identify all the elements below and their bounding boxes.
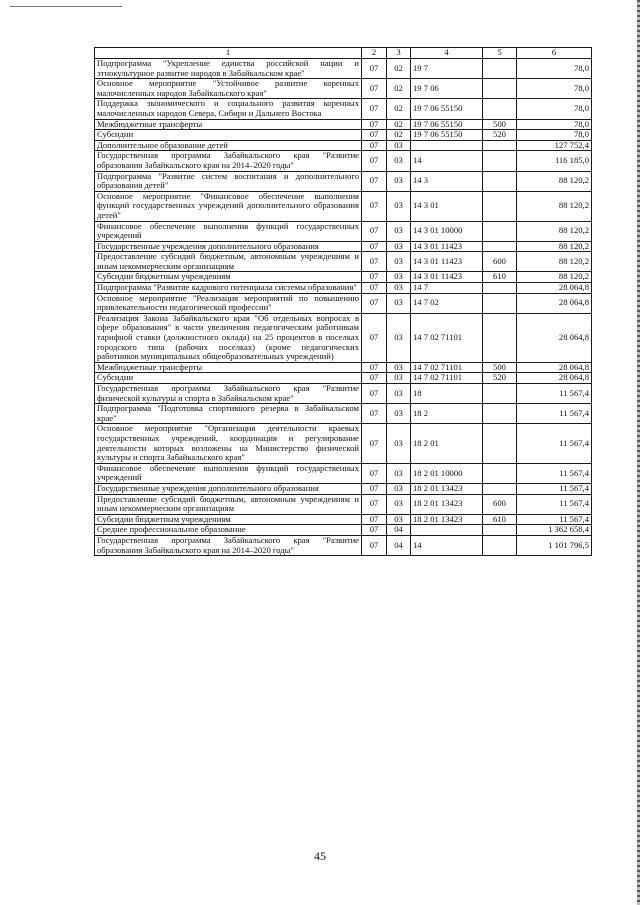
row-subsection: 03 bbox=[387, 313, 411, 362]
row-name: Реализация Закона Забайкальского края "Об отдельных вопросах в сфере образования" в части увеличения педагогическим работникам тарифной ставки (должностного оклада) на 25 процентов в поселках городского типа (рабочих поселках) (кроме педагогических работников муниципальных общеобразовательных учреждений) bbox=[95, 313, 362, 362]
row-expense-type: 500 bbox=[483, 362, 517, 373]
row-section: 07 bbox=[362, 241, 387, 252]
column-header-target-code: 4 bbox=[411, 48, 483, 59]
row-expense-type bbox=[483, 151, 517, 171]
budget-table bbox=[94, 47, 592, 556]
row-amount: 11 567,4 bbox=[517, 384, 592, 404]
row-subsection: 03 bbox=[387, 241, 411, 252]
row-subsection: 02 bbox=[387, 119, 411, 130]
table-row bbox=[95, 241, 592, 252]
row-expense-type bbox=[483, 483, 517, 494]
row-section: 07 bbox=[362, 535, 387, 555]
row-subsection: 03 bbox=[387, 252, 411, 272]
row-subsection: 03 bbox=[387, 384, 411, 404]
row-amount: 88 120,2 bbox=[517, 191, 592, 221]
row-name: Среднее профессиональное образование bbox=[95, 525, 362, 536]
row-amount: 1 101 796,5 bbox=[517, 535, 592, 555]
row-section: 07 bbox=[362, 404, 387, 424]
row-amount: 116 185,0 bbox=[517, 151, 592, 171]
column-header-subsection: 3 bbox=[387, 48, 411, 59]
row-subsection: 03 bbox=[387, 293, 411, 313]
row-amount: 28 064,8 bbox=[517, 373, 592, 384]
table-row bbox=[95, 384, 592, 404]
row-section: 07 bbox=[362, 483, 387, 494]
table-row bbox=[95, 99, 592, 119]
row-name: Подпрограмма "Подготовка спортивного резерва в Забайкальском крае" bbox=[95, 404, 362, 424]
row-section: 07 bbox=[362, 119, 387, 130]
table-row bbox=[95, 293, 592, 313]
row-subsection: 03 bbox=[387, 362, 411, 373]
row-target-code: 18 2 01 13423 bbox=[411, 483, 483, 494]
row-expense-type bbox=[483, 79, 517, 99]
row-amount: 78,0 bbox=[517, 130, 592, 141]
row-target-code: 14 7 02 71101 bbox=[411, 313, 483, 362]
row-section: 07 bbox=[362, 272, 387, 283]
table-row bbox=[95, 373, 592, 384]
row-amount: 88 120,2 bbox=[517, 252, 592, 272]
row-section: 07 bbox=[362, 514, 387, 525]
row-expense-type bbox=[483, 404, 517, 424]
row-target-code: 19 7 06 55150 bbox=[411, 130, 483, 141]
row-expense-type bbox=[483, 384, 517, 404]
table-row bbox=[95, 59, 592, 79]
row-amount: 11 567,4 bbox=[517, 514, 592, 525]
row-expense-type bbox=[483, 99, 517, 119]
table-row bbox=[95, 191, 592, 221]
row-target-code: 19 7 bbox=[411, 59, 483, 79]
row-expense-type bbox=[483, 525, 517, 536]
row-name: Предоставление субсидий бюджетным, автономным учреждениям и иным некоммерческим организациям bbox=[95, 494, 362, 514]
row-target-code: 14 bbox=[411, 151, 483, 171]
row-expense-type bbox=[483, 535, 517, 555]
row-target-code: 14 3 01 11423 bbox=[411, 272, 483, 283]
column-header-section: 2 bbox=[362, 48, 387, 59]
row-expense-type bbox=[483, 283, 517, 294]
row-subsection: 03 bbox=[387, 483, 411, 494]
row-target-code bbox=[411, 525, 483, 536]
row-subsection: 03 bbox=[387, 424, 411, 463]
row-target-code: 14 7 bbox=[411, 283, 483, 294]
row-target-code: 19 7 06 bbox=[411, 79, 483, 99]
row-section: 07 bbox=[362, 362, 387, 373]
table-header bbox=[95, 48, 592, 59]
row-expense-type bbox=[483, 424, 517, 463]
row-section: 07 bbox=[362, 130, 387, 141]
row-amount: 78,0 bbox=[517, 119, 592, 130]
row-expense-type bbox=[483, 463, 517, 483]
table-row bbox=[95, 221, 592, 241]
row-name: Основное мероприятие "Организация деятельности краевых государственных учреждений, координация и регулирование деятельности которых возложены на Министерство физической культуры и спорта Забайкальского края" bbox=[95, 424, 362, 463]
row-section: 07 bbox=[362, 140, 387, 151]
row-name: Субсидии бюджетным учреждениям bbox=[95, 514, 362, 525]
table-row bbox=[95, 424, 592, 463]
row-target-code: 18 bbox=[411, 384, 483, 404]
row-section: 07 bbox=[362, 525, 387, 536]
row-target-code: 14 7 02 71101 bbox=[411, 373, 483, 384]
row-amount: 11 567,4 bbox=[517, 463, 592, 483]
row-expense-type bbox=[483, 140, 517, 151]
row-expense-type bbox=[483, 313, 517, 362]
row-target-code: 14 3 01 11423 bbox=[411, 241, 483, 252]
row-amount: 78,0 bbox=[517, 79, 592, 99]
table-row bbox=[95, 535, 592, 555]
row-subsection: 03 bbox=[387, 221, 411, 241]
row-name: Межбюджетные трансферты bbox=[95, 119, 362, 130]
row-expense-type bbox=[483, 221, 517, 241]
row-name: Подпрограмма "Развитие кадрового потенциала системы образования" bbox=[95, 283, 362, 294]
row-section: 07 bbox=[362, 424, 387, 463]
row-section: 07 bbox=[362, 373, 387, 384]
row-section: 07 bbox=[362, 151, 387, 171]
row-expense-type: 600 bbox=[483, 252, 517, 272]
row-target-code: 14 bbox=[411, 535, 483, 555]
row-amount: 11 567,4 bbox=[517, 404, 592, 424]
row-subsection: 03 bbox=[387, 140, 411, 151]
table-row bbox=[95, 404, 592, 424]
row-section: 07 bbox=[362, 99, 387, 119]
row-amount: 88 120,2 bbox=[517, 171, 592, 191]
row-name: Дополнительное образование детей bbox=[95, 140, 362, 151]
row-target-code: 14 3 01 11423 bbox=[411, 252, 483, 272]
row-name: Основное мероприятие "Финансовое обеспечение выполнения функций государственных учреждений дополнительного образования детей" bbox=[95, 191, 362, 221]
row-subsection: 03 bbox=[387, 463, 411, 483]
row-expense-type bbox=[483, 293, 517, 313]
row-amount: 28 064,8 bbox=[517, 313, 592, 362]
row-amount: 28 064,8 bbox=[517, 283, 592, 294]
table-row bbox=[95, 362, 592, 373]
row-target-code: 18 2 01 13423 bbox=[411, 514, 483, 525]
row-name: Государственная программа Забайкальского края "Развитие образования Забайкальского края на 2014–2020 годы" bbox=[95, 151, 362, 171]
row-section: 07 bbox=[362, 171, 387, 191]
row-section: 07 bbox=[362, 79, 387, 99]
row-target-code: 14 3 01 10000 bbox=[411, 221, 483, 241]
row-subsection: 03 bbox=[387, 283, 411, 294]
column-header-name: 1 bbox=[95, 48, 362, 59]
row-target-code: 19 7 06 55150 bbox=[411, 119, 483, 130]
row-name: Финансовое обеспечение выполнения функций государственных учреждений bbox=[95, 463, 362, 483]
table-row bbox=[95, 140, 592, 151]
row-subsection: 02 bbox=[387, 79, 411, 99]
row-section: 07 bbox=[362, 463, 387, 483]
row-target-code: 14 7 02 71101 bbox=[411, 362, 483, 373]
row-subsection: 03 bbox=[387, 514, 411, 525]
row-expense-type: 520 bbox=[483, 130, 517, 141]
row-section: 07 bbox=[362, 191, 387, 221]
table-row bbox=[95, 130, 592, 141]
row-amount: 127 752,4 bbox=[517, 140, 592, 151]
row-target-code: 14 3 bbox=[411, 171, 483, 191]
page-number: 45 bbox=[314, 849, 326, 863]
row-name: Субсидии bbox=[95, 373, 362, 384]
row-expense-type: 520 bbox=[483, 373, 517, 384]
row-name: Субсидии бюджетным учреждениям bbox=[95, 272, 362, 283]
row-name: Государственные учреждения дополнительного образования bbox=[95, 483, 362, 494]
row-name: Поддержка экономического и социального развития коренных малочисленных народов Севера, Сибири и Дальнего Востока bbox=[95, 99, 362, 119]
row-section: 07 bbox=[362, 313, 387, 362]
row-amount: 78,0 bbox=[517, 99, 592, 119]
column-header-amount: 6 bbox=[517, 48, 592, 59]
row-name: Государственные учреждения дополнительного образования bbox=[95, 241, 362, 252]
row-section: 07 bbox=[362, 252, 387, 272]
row-name: Подпрограмма "Укрепление единства российской нации и этнокультурное развитие народов в Забайкальском крае" bbox=[95, 59, 362, 79]
row-section: 07 bbox=[362, 59, 387, 79]
row-subsection: 03 bbox=[387, 494, 411, 514]
row-subsection: 03 bbox=[387, 191, 411, 221]
row-amount: 11 567,4 bbox=[517, 494, 592, 514]
row-section: 07 bbox=[362, 283, 387, 294]
row-expense-type bbox=[483, 191, 517, 221]
row-target-code: 18 2 01 10000 bbox=[411, 463, 483, 483]
table-row bbox=[95, 252, 592, 272]
row-section: 07 bbox=[362, 221, 387, 241]
table-body bbox=[95, 59, 592, 556]
row-amount: 1 362 658,4 bbox=[517, 525, 592, 536]
row-target-code: 18 2 bbox=[411, 404, 483, 424]
row-amount: 88 120,2 bbox=[517, 272, 592, 283]
row-name: Основное мероприятие "Устойчивое развитие коренных малочисленных народов Забайкальского края" bbox=[95, 79, 362, 99]
row-amount: 88 120,2 bbox=[517, 241, 592, 252]
row-amount: 28 064,8 bbox=[517, 362, 592, 373]
table-row bbox=[95, 171, 592, 191]
row-expense-type: 610 bbox=[483, 514, 517, 525]
row-subsection: 04 bbox=[387, 525, 411, 536]
row-expense-type: 610 bbox=[483, 272, 517, 283]
row-target-code: 14 7 02 bbox=[411, 293, 483, 313]
row-amount: 78,0 bbox=[517, 59, 592, 79]
row-subsection: 02 bbox=[387, 99, 411, 119]
row-section: 07 bbox=[362, 384, 387, 404]
table-row bbox=[95, 463, 592, 483]
row-subsection: 03 bbox=[387, 151, 411, 171]
row-name: Финансовое обеспечение выполнения функций государственных учреждений bbox=[95, 221, 362, 241]
row-target-code bbox=[411, 140, 483, 151]
row-section: 07 bbox=[362, 494, 387, 514]
row-subsection: 03 bbox=[387, 272, 411, 283]
row-subsection: 02 bbox=[387, 130, 411, 141]
row-target-code: 14 3 01 bbox=[411, 191, 483, 221]
row-subsection: 03 bbox=[387, 404, 411, 424]
header-row bbox=[95, 48, 592, 59]
row-expense-type bbox=[483, 241, 517, 252]
row-name: Межбюджетные трансферты bbox=[95, 362, 362, 373]
table-row bbox=[95, 494, 592, 514]
row-amount: 28 064,8 bbox=[517, 293, 592, 313]
row-target-code: 18 2 01 bbox=[411, 424, 483, 463]
row-name: Государственная программа Забайкальского края "Развитие образования Забайкальского края на 2014–2020 годы" bbox=[95, 535, 362, 555]
table-row bbox=[95, 514, 592, 525]
row-subsection: 04 bbox=[387, 535, 411, 555]
row-subsection: 03 bbox=[387, 171, 411, 191]
table-row bbox=[95, 283, 592, 294]
row-amount: 11 567,4 bbox=[517, 483, 592, 494]
header-rule bbox=[10, 6, 122, 7]
row-name: Субсидии bbox=[95, 130, 362, 141]
row-expense-type: 600 bbox=[483, 494, 517, 514]
row-target-code: 18 2 01 13423 bbox=[411, 494, 483, 514]
row-amount: 11 567,4 bbox=[517, 424, 592, 463]
row-name: Подпрограмма "Развитие систем воспитания и дополнительного образования детей" bbox=[95, 171, 362, 191]
row-expense-type bbox=[483, 171, 517, 191]
table-row bbox=[95, 119, 592, 130]
table-row bbox=[95, 79, 592, 99]
table-row bbox=[95, 313, 592, 362]
row-expense-type bbox=[483, 59, 517, 79]
row-target-code: 19 7 06 55150 bbox=[411, 99, 483, 119]
table-row bbox=[95, 272, 592, 283]
column-header-expense-type: 5 bbox=[483, 48, 517, 59]
row-subsection: 02 bbox=[387, 59, 411, 79]
row-name: Основное мероприятие "Реализация мероприятий по повышению привлекательности педагогической профессии" bbox=[95, 293, 362, 313]
table-row bbox=[95, 151, 592, 171]
row-amount: 88 120,2 bbox=[517, 221, 592, 241]
row-name: Государственная программа Забайкальского края "Развитие физической культуры и спорта в Забайкальском крае" bbox=[95, 384, 362, 404]
table-row bbox=[95, 483, 592, 494]
row-section: 07 bbox=[362, 293, 387, 313]
row-name: Предоставление субсидий бюджетным, автономным учреждениям и иным некоммерческим организациям bbox=[95, 252, 362, 272]
row-expense-type: 500 bbox=[483, 119, 517, 130]
table-row bbox=[95, 525, 592, 536]
row-subsection: 03 bbox=[387, 373, 411, 384]
